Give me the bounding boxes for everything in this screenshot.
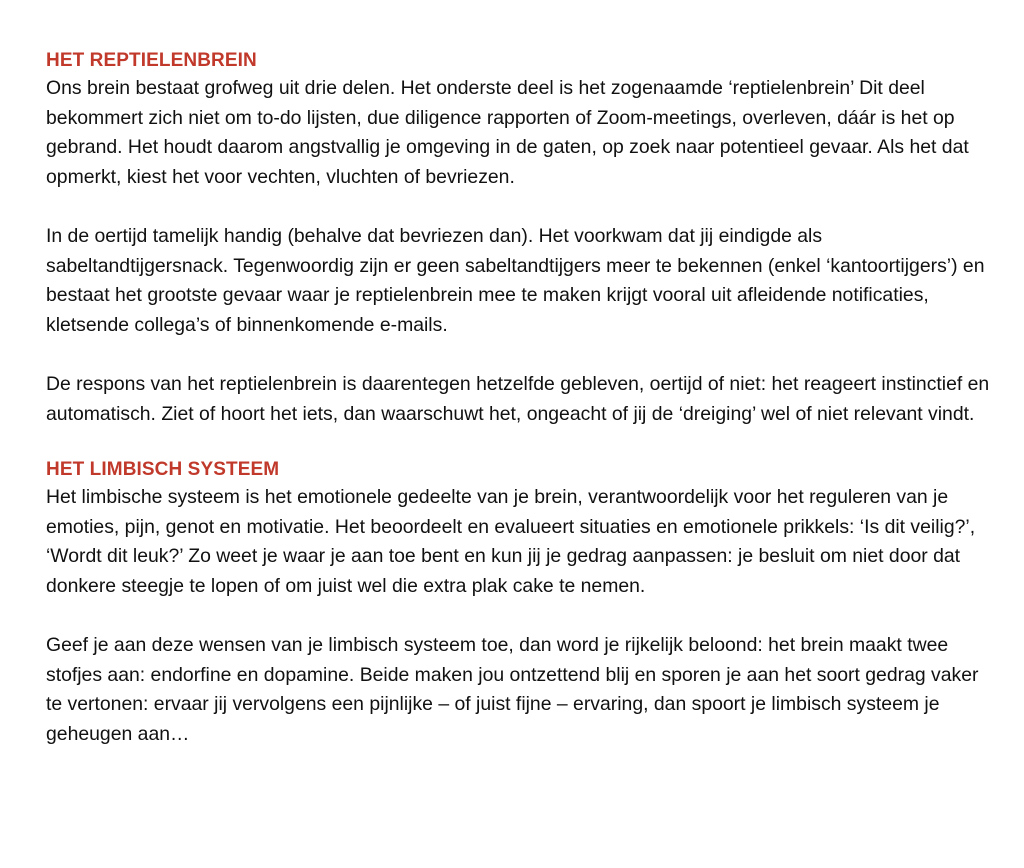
- section-reptielenbrein: [46, 48, 996, 429]
- paragraph: De respons van het reptielenbrein is daarentegen hetzelfde gebleven, oertijd of niet: het reageert instinctief en automatisch. Ziet of hoort het iets, dan waarschuwt het, ongeacht of jij de ‘dreiging’ wel of niet relevant vindt.: [46, 372, 990, 425]
- section-heading: HET LIMBISCH SYSTEEM: [46, 459, 280, 481]
- section-heading: HET REPTIELENBREIN: [46, 50, 257, 71]
- paragraph: Geef je aan deze wensen van je limbisch systeem toe, dan word je rijkelijk beloond: het brein maakt twee stofjes aan: endorfine en dopamine. Beide maken jou ontzettend blij en sporen je aan het soort gedrag vaker te vertonen: ervaar jij vervolgens een pijnlijke – of juist fijne – ervaring, dan spoort je limbisch systeem je geheugen aan…: [46, 634, 979, 745]
- paragraph: Ons brein bestaat grofweg uit drie delen. Het onderste deel is het zogenaamde ‘reptielenbrein’ Dit deel bekommert zich niet om to-do lijsten, due diligence rapporten of Zoom-meetings, overleven, dáár is het op gebrand. Het houdt daarom angstvallig je omgeving in de gaten, op zoek naar potentieel gevaar. Als het dat opmerkt, kiest het voor vechten, vluchten of bevriezen.: [46, 77, 969, 188]
- paragraph: Het limbische systeem is het emotionele gedeelte van je brein, verantwoordelijk voor het reguleren van je emoties, pijn, genot en motivatie. Het beoordeelt en evalueert situaties en emotionele prikkels: ‘Is dit veilig?’, ‘Wordt dit leuk?’ Zo weet je waar je aan toe bent en kun jij je gedrag aanpassen: je besluit om niet door dat donkere steegje te lopen of om juist wel die extra plak cake te nemen.: [46, 486, 976, 597]
- article-body: [46, 48, 996, 749]
- paragraph: In de oertijd tamelijk handig (behalve dat bevriezen dan). Het voorkwam dat jij eindigde als sabeltandtijgersnack. Tegenwoordig zijn er geen sabeltandtijgers meer te bekennen (enkel ‘kantoortijgers’) en bestaat het grootste gevaar waar je reptielenbrein mee te maken krijgt vooral uit afleidende notificaties, kletsende collega’s of binnenkomende e-mails.: [46, 224, 985, 336]
- section-limbisch-systeem: [46, 457, 996, 749]
